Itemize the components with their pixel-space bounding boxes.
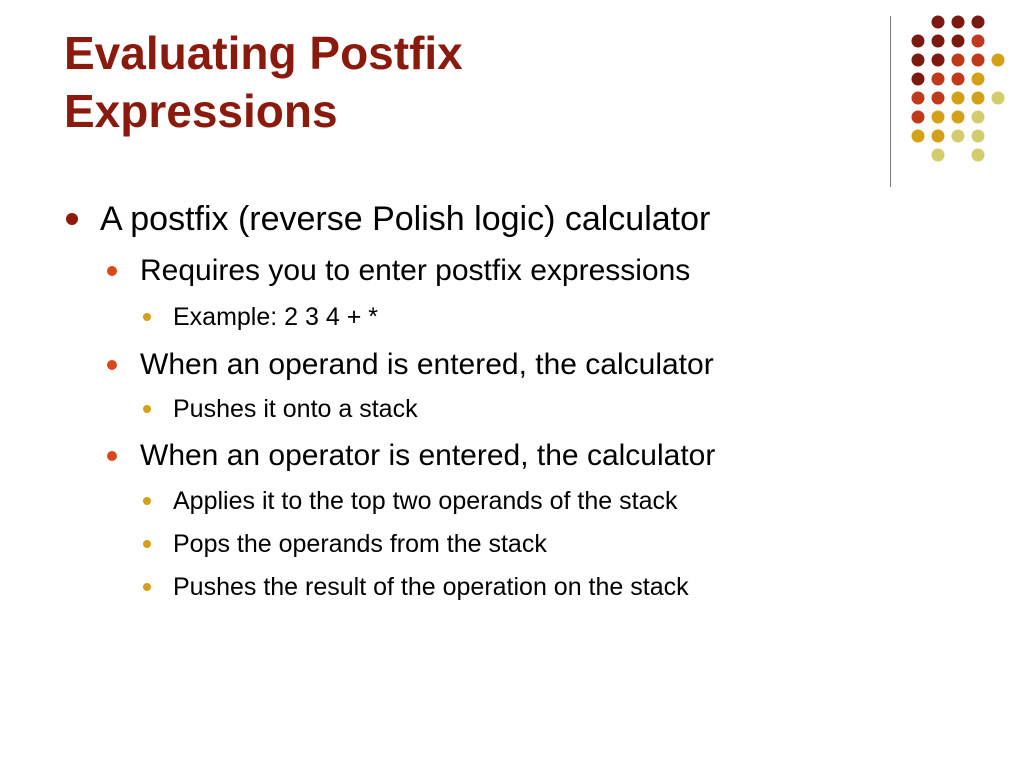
decorative-dot [912,111,925,124]
decorative-dot [972,149,985,162]
bullet-icon [143,313,151,321]
list-item-9: Pushes the result of the operation on the stack [173,573,689,601]
decorative-dot [972,130,985,143]
bullet-icon [143,497,151,505]
decorative-dot [912,35,925,48]
title-line-2: Expressions [64,85,338,137]
decorative-dot [972,73,985,86]
decorative-dot [992,92,1005,105]
decorative-dot [972,35,985,48]
title-line-1: Evaluating Postfix [64,27,463,79]
decorative-dot [912,92,925,105]
decorative-dot [992,54,1005,67]
decorative-dot [932,111,945,124]
decorative-dot [952,35,965,48]
decorative-dot [972,54,985,67]
decorative-dot-grid [0,0,1024,200]
decorative-dot [932,16,945,29]
list-item-7: Applies it to the top two operands of the stack [173,487,678,515]
bullet-icon [107,360,117,370]
bullet-icon [143,540,151,548]
decorative-dot [952,16,965,29]
list-item-3: Example: 2 3 4 + * [173,303,378,331]
list-item-5: Pushes it onto a stack [173,395,418,423]
decorative-dot [972,16,985,29]
list-item-2: Requires you to enter postfix expressions [140,254,691,287]
list-item-6: When an operator is entered, the calculator [140,439,716,472]
bullet-icon [107,451,117,461]
bullet-icon [107,266,117,276]
decorative-dot [932,73,945,86]
decorative-dot [932,130,945,143]
decorative-dot [952,54,965,67]
list-item-8: Pops the operands from the stack [173,530,547,558]
decorative-dot [912,54,925,67]
bullet-icon [143,405,151,413]
bullet-icon [143,583,151,591]
bullet-icon [66,213,78,225]
decorative-dot [972,111,985,124]
decorative-dot [972,92,985,105]
decorative-dot [932,54,945,67]
decorative-dot [952,73,965,86]
decorative-dot [912,73,925,86]
list-item-4: When an operand is entered, the calculator [140,348,714,381]
decorative-dot [932,149,945,162]
decorative-dot [952,130,965,143]
decorative-dot [932,92,945,105]
decorative-dot [952,111,965,124]
decorative-dot [952,92,965,105]
list-item-1: A postfix (reverse Polish logic) calculator [100,200,711,238]
decorative-dot [912,130,925,143]
decorative-dot [932,35,945,48]
